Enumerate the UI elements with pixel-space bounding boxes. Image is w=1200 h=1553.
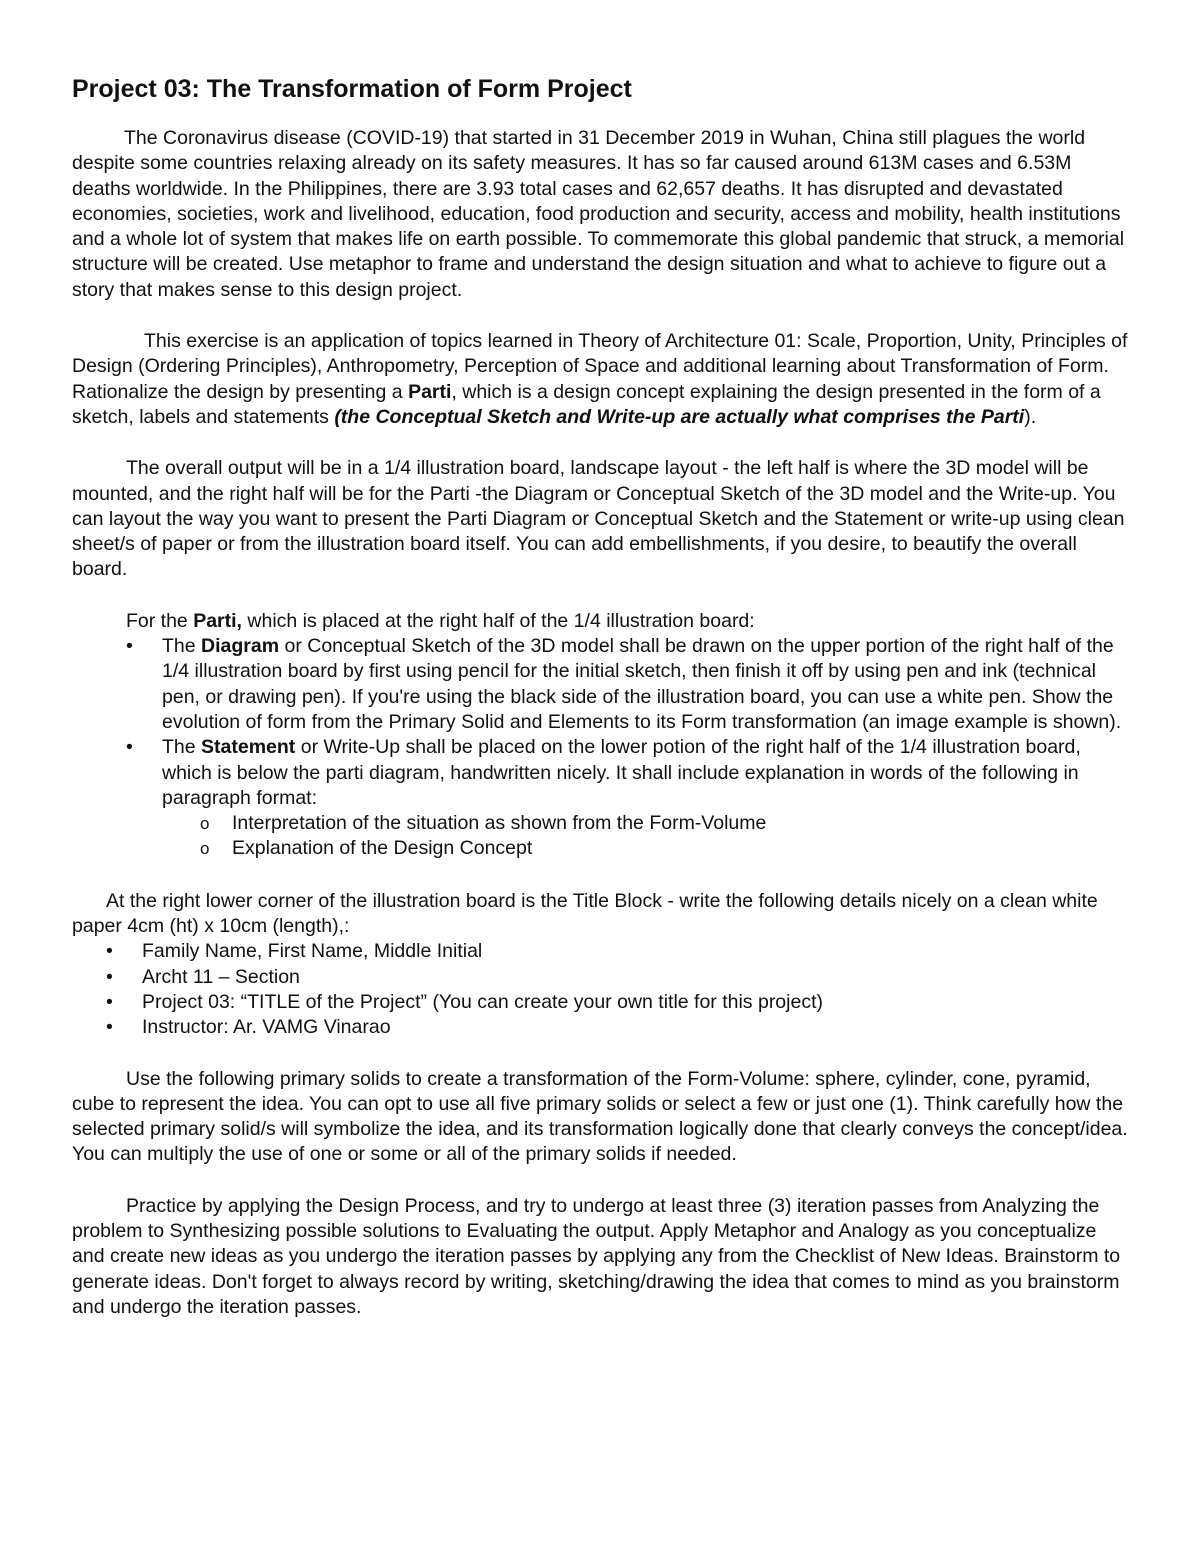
theory-paragraph: [72, 329, 1130, 430]
parti-intro: [72, 609, 1130, 634]
parti-intro-c: which is placed at the right half of the 1/4 illustration board:: [241, 609, 755, 632]
bullet-dot: •: [126, 635, 133, 658]
list-item: [72, 990, 1130, 1015]
diagram-term: Diagram: [201, 635, 280, 658]
bullet-dot: •: [106, 965, 113, 988]
statement-term: Statement: [201, 736, 296, 759]
bullet-circle: o: [200, 839, 210, 859]
parti-intro-a: For the: [126, 609, 194, 632]
output-paragraph: The overall output will be in a 1/4 illustration board, landscape layout - the left half is where the 3D model will be mounted, and the right half will be for the Parti -the Diagram or Conceptual Sketch of the 3D model and the Write-up. You can layout the way you want to present the Parti Diagram or Conceptual Sketch and the Statement or write-up using clean sheet/s of paper or from the illustration board itself. You can add embellishments, if you desire, to beautify the overall board.: [72, 457, 1125, 581]
design-process-paragraph: Practice by applying the Design Process, and try to undergo at least three (3) iteration passes from Analyzing the problem to Synthesizing possible solutions to Evaluating the output. Apply Metaphor and Analogy as you conceptualize and create new ideas as you undergo the iteration passes by applying any from the Checklist of New Ideas. Brainstorm to generate ideas. Don't forget to always record by writing, sketching/drawing the idea that comes to mind as you brainstorm and undergo the iteration passes.: [72, 1194, 1121, 1318]
theory-text-a: This exercise is an application of topics learned in Theory of Architecture 01: Scale, Proportion, Unity, Principles of Design (Ordering Principles), Anthropometry, Perception of Space and additional learning about Transformation of Form. Rationalize the design by presenting a: [72, 330, 1128, 403]
list-item: [72, 634, 1130, 735]
sub-item-text: Explanation of the Design Concept: [232, 837, 533, 860]
title-block-item-text: Project 03: “TITLE of the Project” (You can create your own title for this project): [142, 990, 823, 1013]
bullet-dot: •: [106, 1016, 113, 1039]
title-block-item-text: Archt 11 – Section: [142, 965, 300, 988]
parti-list: [72, 634, 1130, 811]
parti-term-italic: Parti: [980, 405, 1025, 428]
list-item: [72, 965, 1130, 990]
theory-emphasis-d: (the Conceptual Sketch and Write-up are actually what comprises the: [334, 405, 981, 428]
intro-paragraph: The Coronavirus disease (COVID-19) that started in 31 December 2019 in Wuhan, China still plagues the world despite some countries relaxing already on its safety measures. It has so far caused around 613M cases and 6.53M deaths worldwide. In the Philippines, there are 3.93 total cases and 62,657 deaths. It has disrupted and devastated economies, societies, work and livelihood, education, food production and security, access and mobility, health institutions and a whole lot of system that makes life on earth possible. To commemorate this global pandemic that struck, a memorial structure will be created. Use metaphor to frame and understand the design situation and what to achieve to figure out a story that makes sense to this design project.: [72, 127, 1125, 301]
bullet-circle: o: [200, 814, 210, 834]
theory-text-f: ).: [1024, 405, 1037, 428]
title-block-paragraph: At the right lower corner of the illustration board is the Title Block - write the following details nicely on a clean white paper 4cm (ht) x 10cm (length),:: [72, 889, 1098, 938]
title-block-item-text: Instructor: Ar. VAMG Vinarao: [142, 1016, 391, 1039]
diagram-text-c: or Conceptual Sketch of the 3D model shall be drawn on the upper portion of the right half of the 1/4 illustration board by first using pencil for the initial sketch, then finish it off by using pen and ink (technical pen, or drawing pen). If you're using the black side of the illustration board, you can use a white pen. Show the evolution of form from the Primary Solid and Elements to its Form transformation (an image example is shown).: [162, 635, 1122, 733]
statement-text-c: or Write-Up shall be placed on the lower potion of the right half of the 1/4 illustration board, which is below the parti diagram, handwritten nicely. It shall include explanation in words of the following in paragraph format:: [162, 736, 1081, 809]
parti-intro-term: Parti,: [193, 609, 242, 632]
list-item: [72, 1015, 1130, 1040]
page-title: Project 03: The Transformation of Form Project: [72, 75, 632, 103]
list-item: [72, 939, 1130, 964]
parti-term: Parti: [408, 380, 452, 403]
theory-text-c: , which is a design concept explaining the design presented in the form of a sketch, labels and statements: [72, 380, 1101, 428]
statement-sub-list: [72, 811, 1130, 862]
sub-item-text: Interpretation of the situation as shown from the Form-Volume: [232, 812, 767, 835]
bullet-dot: •: [126, 736, 133, 759]
statement-text-a: The: [162, 736, 202, 759]
list-item: [72, 811, 1130, 836]
title-block-list: [72, 939, 1130, 1040]
list-item: [72, 735, 1130, 811]
bullet-dot: •: [106, 940, 113, 963]
diagram-text-a: The: [162, 635, 202, 658]
title-block-item-text: Family Name, First Name, Middle Initial: [142, 940, 483, 963]
list-item: [72, 836, 1130, 861]
primary-solids-paragraph: Use the following primary solids to create a transformation of the Form-Volume: sphere, cylinder, cone, pyramid, cube to represent the idea. You can opt to use all five primary solids or select a few or just one (1). Think carefully how the selected primary solid/s will symbolize the idea, and its transformation logically done that clearly conveys the concept/idea. You can multiply the use of one or some or all of the primary solids if needed.: [72, 1067, 1128, 1166]
bullet-dot: •: [106, 990, 113, 1013]
